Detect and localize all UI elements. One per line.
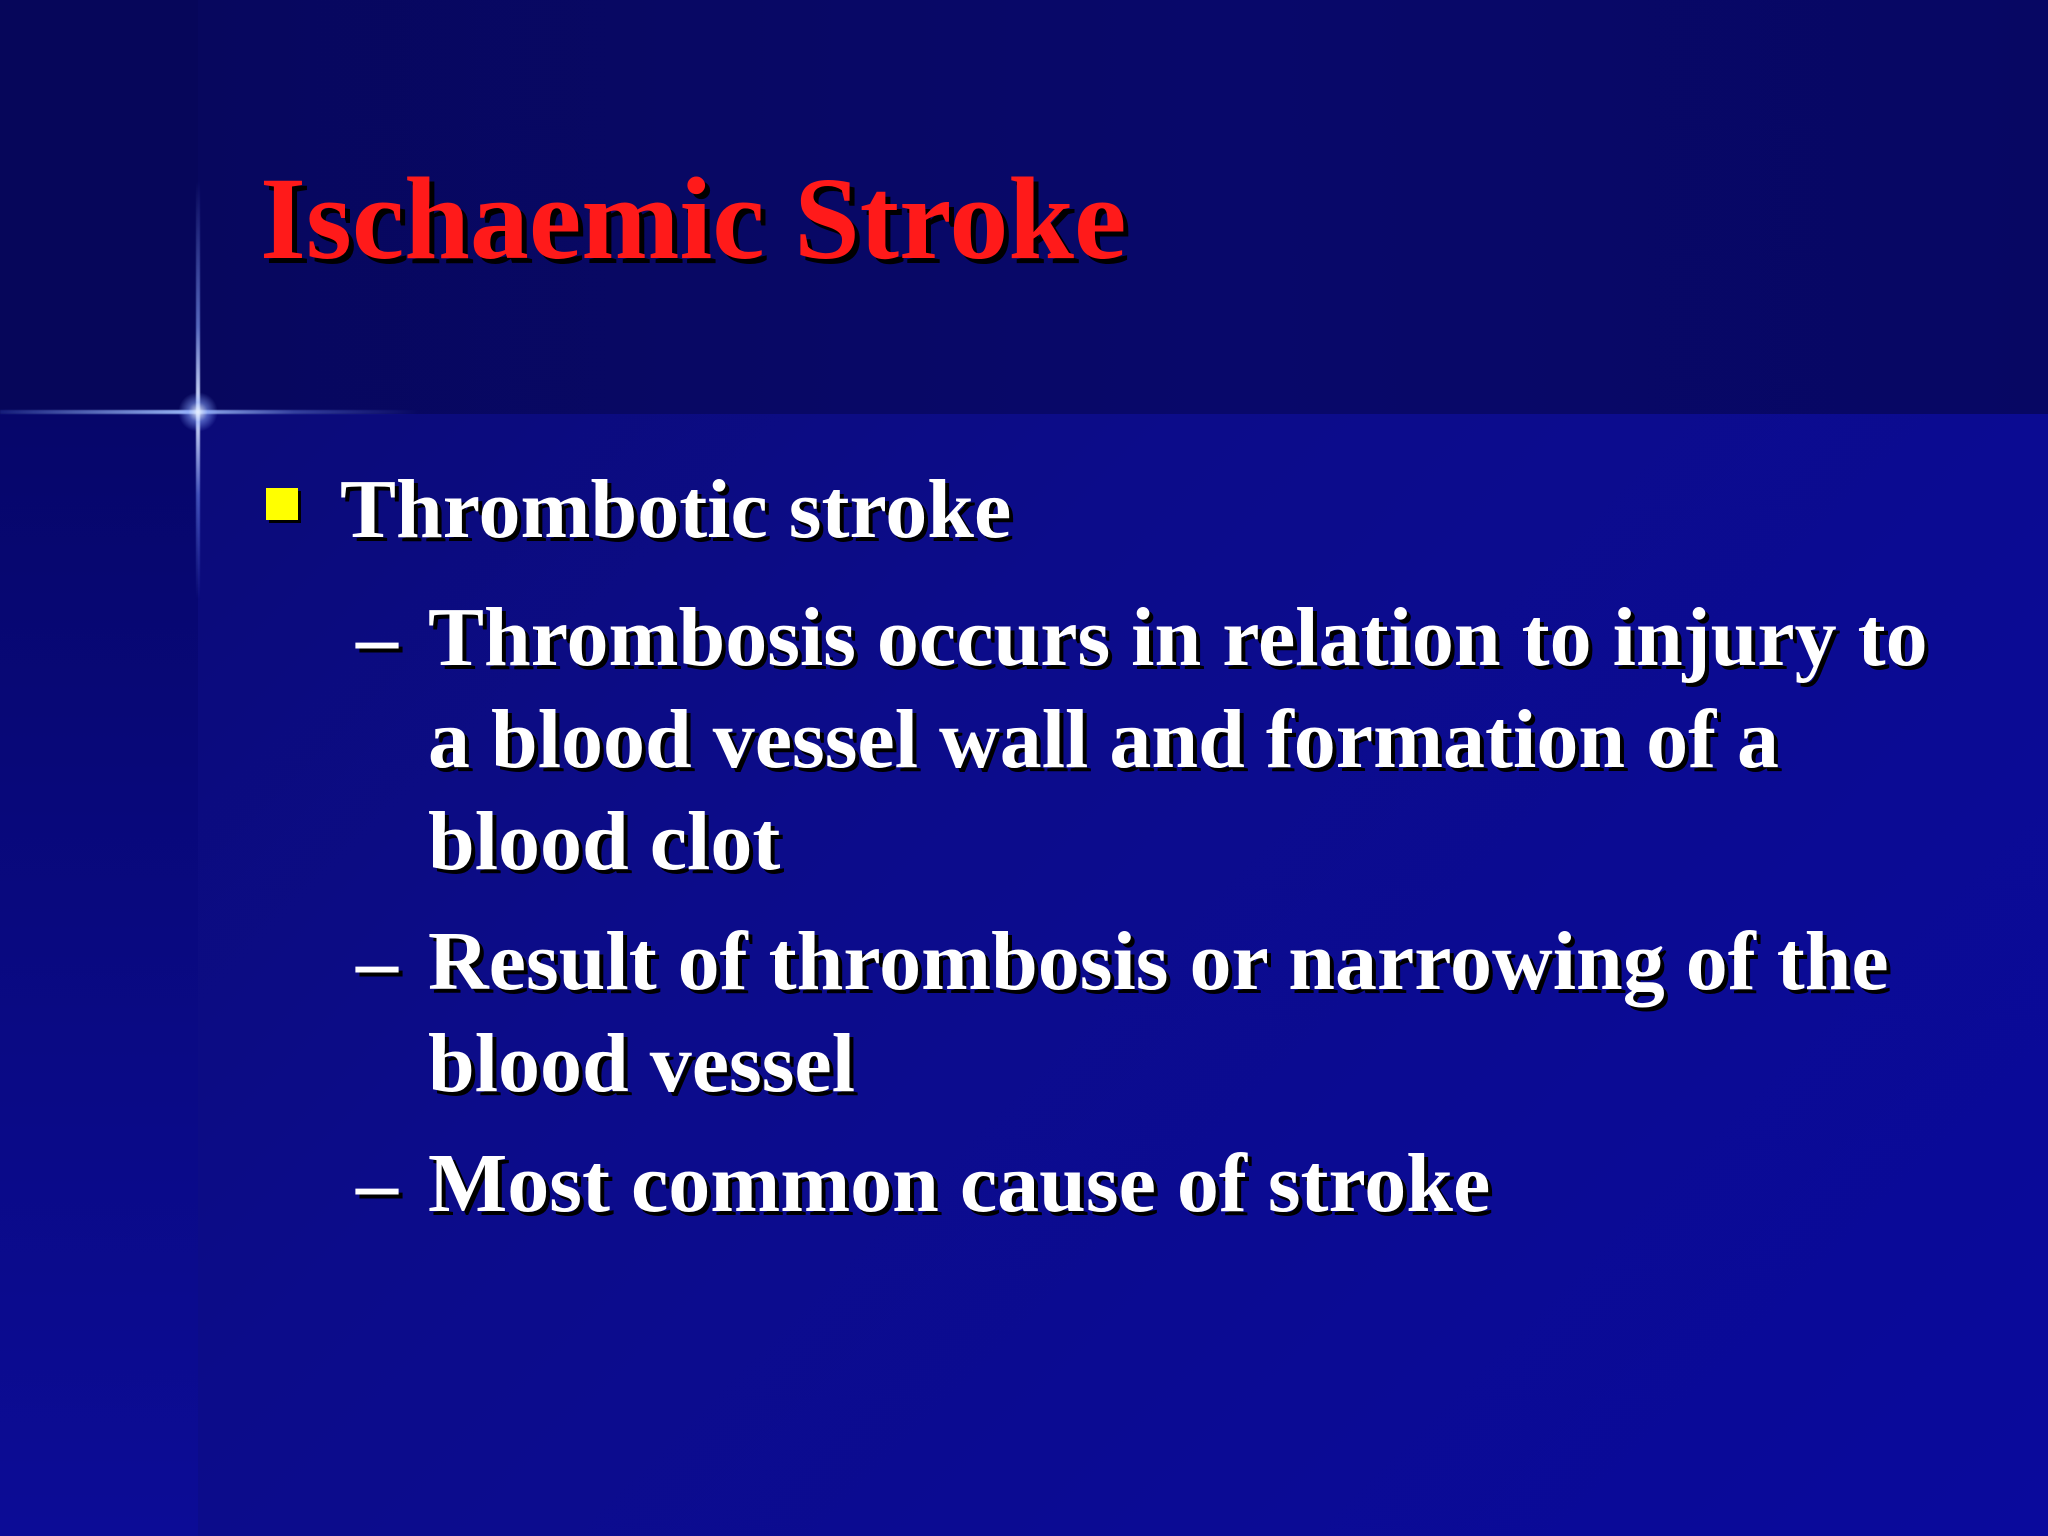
sub-bullet-text: Result of thrombosis or narrowing of the blood vessel — [428, 914, 1889, 1110]
bullet-text: Thrombotic stroke — [340, 463, 1012, 556]
sub-bullet-item — [262, 587, 1962, 893]
sub-bullet-item — [262, 911, 1962, 1115]
dash-bullet-icon: – — [356, 1136, 398, 1230]
slide-title: Ischaemic Stroke — [260, 153, 1127, 284]
sub-bullet-item — [262, 1133, 1962, 1235]
bullet-item — [262, 462, 1962, 559]
sparkle-icon — [178, 392, 218, 432]
dash-bullet-icon: – — [356, 590, 398, 684]
sparkle-icon-vertical-ray — [196, 180, 200, 600]
slide-content — [262, 462, 1962, 1253]
dash-bullet-icon: – — [356, 914, 398, 1008]
slide-left-band-top — [0, 0, 198, 414]
sub-bullet-list — [262, 587, 1962, 1235]
slide-left-band — [0, 414, 198, 1536]
sub-bullet-text: Most common cause of stroke — [428, 1136, 1491, 1230]
sub-bullet-text: Thrombosis occurs in relation to injury to a blood vessel wall and formation of a blood clot — [428, 590, 1928, 888]
yellow-square-bullet-icon — [266, 488, 298, 520]
